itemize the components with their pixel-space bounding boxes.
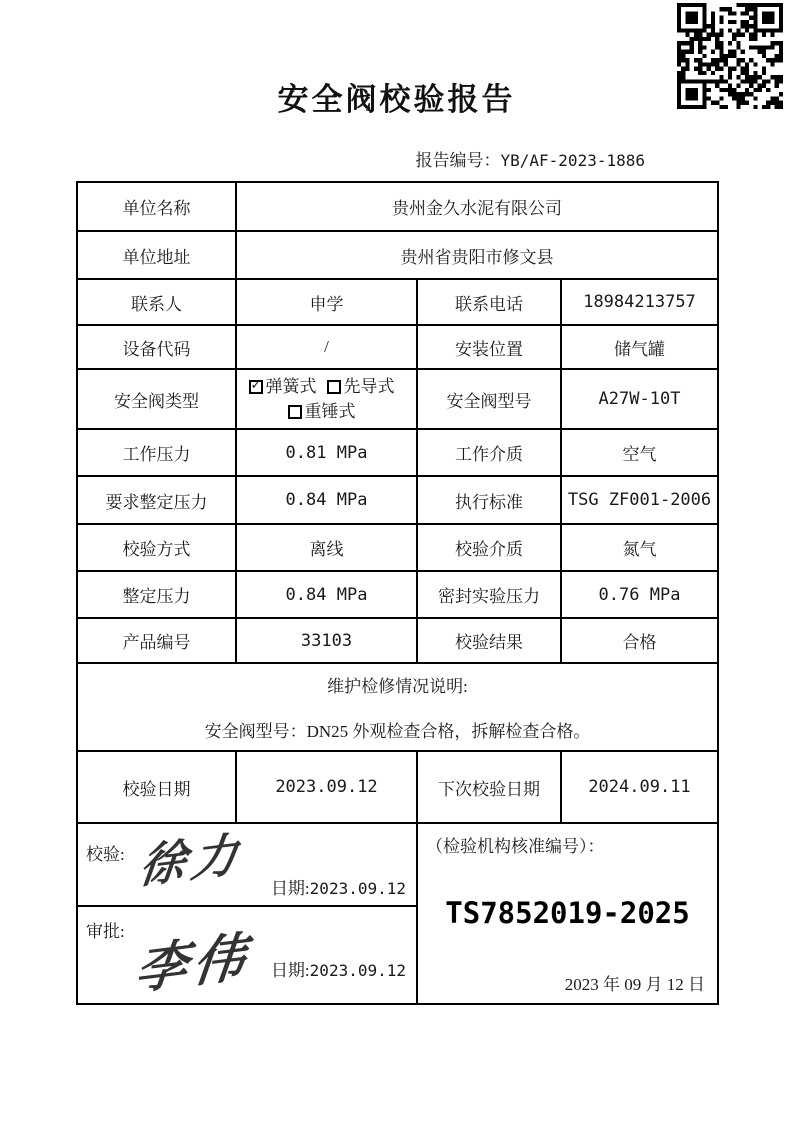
verifier-sign-cell (77, 823, 417, 906)
verifier-label: 校验: (86, 845, 125, 864)
report-number-label: 报告编号： (415, 151, 501, 170)
verify-date-value: 2023.09.12 (236, 751, 417, 823)
contact-value: 申学 (236, 279, 417, 325)
unit-address-value: 贵州省贵阳市修文县 (236, 231, 718, 279)
valve-type-option-label: 先导式 (343, 377, 395, 396)
unit-address-label: 单位地址 (77, 231, 236, 279)
unit-name-value: 贵州金久水泥有限公司 (236, 182, 718, 231)
checkbox-unchecked-icon (327, 380, 341, 394)
unit-name-label: 单位名称 (77, 182, 236, 231)
seal-test-pressure-value: 0.76 MPa (561, 571, 718, 618)
valve-type-label: 安全阀类型 (77, 369, 236, 429)
valve-model-label: 安全阀型号 (417, 369, 561, 429)
valve-type-options (236, 369, 417, 429)
table-row (77, 476, 718, 524)
product-no-label: 产品编号 (77, 618, 236, 663)
approver-date-label: 日期: (270, 961, 310, 980)
verify-result-label: 校验结果 (417, 618, 561, 663)
set-pressure-label: 整定压力 (77, 571, 236, 618)
table-row (77, 571, 718, 618)
report-number-line (0, 146, 645, 171)
product-no-value: 33103 (236, 618, 417, 663)
org-approval-heading: （检验机构核准编号）： (426, 837, 605, 856)
maintenance-heading: 维护检修情况说明: (327, 677, 468, 696)
org-approval-number: TS7852019-2025 (445, 896, 690, 930)
table-row (77, 182, 718, 231)
approver-signature: 李伟 (132, 928, 255, 1001)
standard-label: 执行标准 (417, 476, 561, 524)
checkbox-unchecked-icon (288, 405, 302, 419)
verify-result-value: 合格 (561, 618, 718, 663)
approver-sign-cell (77, 906, 417, 1004)
verifier-signature: 徐力 (136, 828, 247, 894)
verify-medium-value: 氮气 (561, 524, 718, 571)
work-pressure-value: 0.81 MPa (236, 429, 417, 476)
approver-label: 审批: (86, 922, 125, 941)
maintenance-detail: 安全阀型号：DN25 外观检查合格，拆解检查合格。 (204, 722, 591, 741)
next-verify-date-label: 下次校验日期 (417, 751, 561, 823)
approver-date-value: 2023.09.12 (309, 961, 406, 980)
install-position-value: 储气罐 (561, 325, 718, 369)
contact-label: 联系人 (77, 279, 236, 325)
device-code-label: 设备代码 (77, 325, 236, 369)
work-medium-label: 工作介质 (417, 429, 561, 476)
table-row (77, 279, 718, 325)
table-row (77, 823, 718, 906)
table-row (77, 325, 718, 369)
table-row (77, 429, 718, 476)
phone-label: 联系电话 (417, 279, 561, 325)
table-row (77, 524, 718, 571)
valve-type-option-label: 重锤式 (304, 402, 356, 421)
verifier-date-value: 2023.09.12 (309, 879, 406, 898)
report-table (76, 181, 719, 1005)
table-row (77, 618, 718, 663)
approver-date (271, 956, 406, 981)
org-approval-date: 2023 年 09 月 12 日 (564, 975, 705, 994)
device-code-value: / (236, 325, 417, 369)
valve-model-value: A27W-10T (561, 369, 718, 429)
maintenance-note-cell (77, 663, 718, 751)
table-row (77, 231, 718, 279)
verifier-date (271, 874, 406, 899)
org-approval-cell (417, 823, 718, 1004)
valve-type-option (288, 402, 356, 421)
table-row (77, 751, 718, 823)
phone-value: 18984213757 (561, 279, 718, 325)
verify-method-label: 校验方式 (77, 524, 236, 571)
valve-type-option-label: 弹簧式 (265, 377, 317, 396)
verify-medium-label: 校验介质 (417, 524, 561, 571)
install-position-label: 安装位置 (417, 325, 561, 369)
work-pressure-label: 工作压力 (77, 429, 236, 476)
verify-date-label: 校验日期 (77, 751, 236, 823)
standard-value: TSG ZF001-2006 (561, 476, 718, 524)
next-verify-date-value: 2024.09.11 (561, 751, 718, 823)
valve-type-option (327, 377, 395, 396)
report-number-value: YB/AF-2023-1886 (500, 151, 645, 170)
verifier-date-label: 日期: (270, 879, 310, 898)
seal-test-pressure-label: 密封实验压力 (417, 571, 561, 618)
set-pressure-value: 0.84 MPa (236, 571, 417, 618)
verify-method-value: 离线 (236, 524, 417, 571)
checkbox-checked-icon (249, 380, 263, 394)
work-medium-value: 空气 (561, 429, 718, 476)
table-row (77, 663, 718, 751)
table-row (77, 369, 718, 429)
page-title: 安全阀校验报告 (277, 82, 516, 117)
required-set-pressure-value: 0.84 MPa (236, 476, 417, 524)
required-set-pressure-label: 要求整定压力 (77, 476, 236, 524)
valve-type-option (249, 377, 317, 396)
